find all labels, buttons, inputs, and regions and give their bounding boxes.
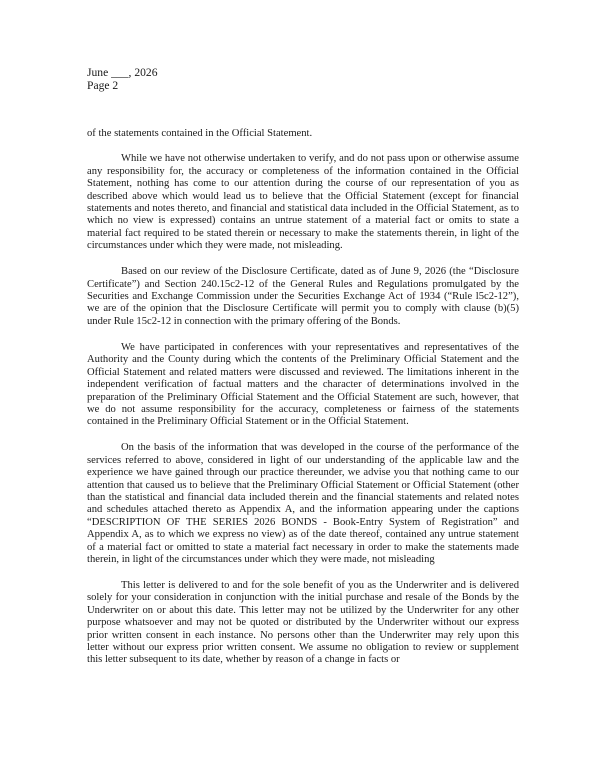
paragraph-advice: On the basis of the information that was developed in the course of the performance of the services referred to above, considered in light of our understanding of the applicable law and the experience we have gained through our practice thereunder, we advise you that nothing came to our attention that caused us to believe that the Preliminary Official Statement or Official Statement (other than the statistical and financial data included therein and the financial statements and related notes and schedules attached thereto as Appendix A, and the information appearing under the captions “DESCRIPTION OF THE SERIES 2026 BONDS - Book-Entry System of Registration” and Appendix A, as to which we express no view) as of the date thereof, contained any untrue statement of a material fact or omitted to state a material fact necessary in order to make the statements made therein, in light of the circumstances under which they were made, not misleading — [87, 442, 519, 565]
paragraph-conferences: We have participated in conferences with your representatives and representatives of the Authority and the County during which the contents of the Preliminary Official Statement and the Official Statement and related matters were discussed and reviewed. The limitations inherent in the independent verification of factual matters and the character of determinations involved in the preparation of the Preliminary Official Statement and the Official Statement are such, however, that we do not assume responsibility for the accuracy, completeness or fairness of the statements contained in the Preliminary Official Statement or in the Official Statement. — [87, 341, 519, 428]
date-line: June ___, 2026 — [87, 66, 158, 79]
page-header — [87, 66, 158, 92]
paragraph-reliance: This letter is delivered to and for the sole benefit of you as the Underwriter and is delivered solely for your consideration in conjunction with the initial purchase and resale of the Bonds by the Underwriter on or about this date. This letter may not be utilized by the Underwriter for any other purpose whatsoever and may not be quoted or distributed by the Underwriter without our express prior written consent in each instance. No persons other than the Underwriter may rely upon this letter without our express prior written consent. We assume no obligation to review or supplement this letter subsequent to its date, whether by reason of a change in facts or — [87, 579, 519, 666]
paragraph-continuation: of the statements contained in the Official Statement. — [87, 128, 313, 139]
page-number: Page 2 — [87, 79, 119, 92]
paragraph-disclosure-certificate: Based on our review of the Disclosure Certificate, dated as of June 9, 2026 (the “Disclosure Certificate”) and Section 240.15c2-12 of the General Rules and Regulations promulgated by the Securities and Exchange Commission under the Securities Exchange Act of 1934 (“Rule l5c2-12”), we are of the opinion that the Disclosure Certificate will permit you to comply with clause (b)(5) under Rule 15c2-12 in connection with the primary offering of the Bonds. — [87, 266, 519, 327]
paragraph-official-statement: While we have not otherwise undertaken to verify, and do not pass upon or otherwise assume any responsibility for, the accuracy or completeness of the information contained in the Official Statement, nothing has come to our attention during the course of our representation of you as described above which would lead us to believe that the Official Statement (except for financial statements and notes thereto, and financial and statistical data included in the Official Statement, as to which no view is expressed) contains an untrue statement of a material fact or omits to state a material fact required to be stated therein or necessary to make the statements therein, in light of the circumstances under which they were made, not misleading. — [87, 153, 519, 252]
letter-body — [87, 128, 519, 680]
